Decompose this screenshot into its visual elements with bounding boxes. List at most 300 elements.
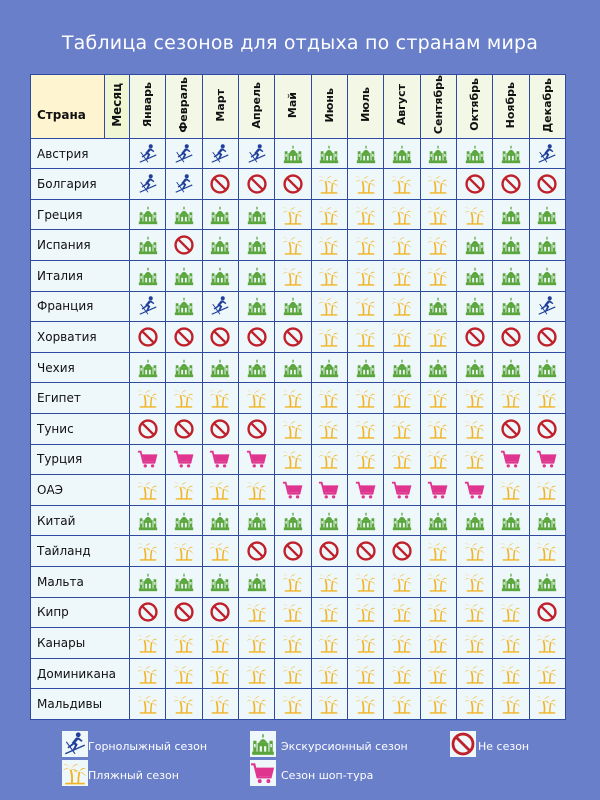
season-cell <box>238 567 274 598</box>
table-row <box>31 291 566 322</box>
season-cell <box>456 352 492 383</box>
palm-tree-icon <box>130 387 165 409</box>
month-header-label: Август <box>395 84 409 126</box>
country-name: Кипр <box>31 597 130 628</box>
skier-icon <box>166 143 201 165</box>
excursion-building-icon <box>130 571 165 593</box>
season-cell <box>275 628 311 659</box>
season-cell <box>493 505 529 536</box>
excursion-building-icon <box>275 295 310 317</box>
palm-tree-icon <box>530 479 565 501</box>
season-cell <box>130 689 166 720</box>
no-season-icon <box>530 601 565 623</box>
season-cell <box>456 138 492 169</box>
season-cell <box>202 414 238 445</box>
palm-tree-icon <box>348 601 383 623</box>
season-cell <box>347 597 383 628</box>
palm-tree-icon <box>457 387 492 409</box>
month-header-label: Октябрь <box>468 78 482 132</box>
season-cell <box>493 658 529 689</box>
skier-icon <box>239 143 274 165</box>
season-cell <box>384 414 420 445</box>
palm-tree-icon <box>421 204 456 226</box>
legend-excursion-icon <box>250 731 276 757</box>
season-cell <box>384 199 420 230</box>
shopping-cart-icon <box>384 479 419 501</box>
excursion-building-icon <box>130 234 165 256</box>
season-cell <box>275 261 311 292</box>
season-cell <box>202 169 238 200</box>
no-season-icon <box>493 418 528 440</box>
palm-tree-icon <box>312 173 347 195</box>
skier-icon <box>203 295 238 317</box>
season-cell <box>202 352 238 383</box>
season-cell <box>202 444 238 475</box>
palm-tree-icon <box>530 540 565 562</box>
season-cell <box>275 597 311 628</box>
season-cell <box>529 169 565 200</box>
season-cell <box>420 628 456 659</box>
palm-tree-icon <box>312 663 347 685</box>
table-row <box>31 199 566 230</box>
season-cell <box>166 138 202 169</box>
season-cell <box>420 230 456 261</box>
season-cell <box>275 689 311 720</box>
month-header <box>529 75 565 139</box>
palm-tree-icon <box>348 234 383 256</box>
excursion-building-icon <box>457 357 492 379</box>
skier-icon <box>530 143 565 165</box>
no-season-icon <box>130 418 165 440</box>
excursion-building-icon <box>203 357 238 379</box>
season-cell <box>493 322 529 353</box>
season-cell <box>493 536 529 567</box>
palm-tree-icon <box>493 632 528 654</box>
season-cell <box>311 199 347 230</box>
season-cell <box>311 322 347 353</box>
season-cell <box>529 383 565 414</box>
season-cell <box>130 230 166 261</box>
season-cell <box>130 291 166 322</box>
excursion-building-icon <box>493 510 528 532</box>
season-cell <box>311 567 347 598</box>
palm-tree-icon <box>384 265 419 287</box>
season-cell <box>311 505 347 536</box>
no-season-icon <box>166 601 201 623</box>
palm-tree-icon <box>457 571 492 593</box>
shopping-cart-icon <box>530 448 565 470</box>
season-cell <box>456 444 492 475</box>
season-cell <box>311 291 347 322</box>
season-cell <box>238 505 274 536</box>
season-cell <box>347 199 383 230</box>
palm-tree-icon <box>203 479 238 501</box>
season-cell <box>130 322 166 353</box>
palm-tree-icon <box>312 601 347 623</box>
legend-shop-label: Сезон шоп-тура <box>281 769 374 782</box>
excursion-building-icon <box>239 357 274 379</box>
country-name: Мальта <box>31 567 130 598</box>
season-cell <box>202 322 238 353</box>
season-cell <box>275 291 311 322</box>
palm-tree-icon <box>348 173 383 195</box>
shopping-cart-icon <box>203 448 238 470</box>
excursion-building-icon <box>239 204 274 226</box>
excursion-building-icon <box>421 295 456 317</box>
palm-tree-icon <box>493 663 528 685</box>
excursion-building-icon <box>239 571 274 593</box>
season-cell <box>166 628 202 659</box>
season-cell <box>456 658 492 689</box>
palm-tree-icon <box>275 234 310 256</box>
season-cell <box>347 230 383 261</box>
season-cell <box>420 658 456 689</box>
palm-tree-icon <box>384 204 419 226</box>
month-header-label: Май <box>286 91 300 118</box>
excursion-building-icon <box>530 510 565 532</box>
excursion-building-icon <box>166 295 201 317</box>
season-cell <box>384 536 420 567</box>
table-row <box>31 383 566 414</box>
season-cell <box>238 536 274 567</box>
country-column-header: Страна <box>31 75 105 139</box>
palm-tree-icon <box>384 387 419 409</box>
season-cell <box>202 261 238 292</box>
no-season-icon <box>166 234 201 256</box>
month-header <box>130 75 166 139</box>
excursion-building-icon <box>530 204 565 226</box>
season-cell <box>311 138 347 169</box>
palm-tree-icon <box>384 632 419 654</box>
excursion-building-icon <box>384 510 419 532</box>
season-cell <box>420 567 456 598</box>
palm-tree-icon <box>421 418 456 440</box>
excursion-building-icon <box>239 295 274 317</box>
no-season-icon <box>312 540 347 562</box>
season-cell <box>130 567 166 598</box>
season-cell <box>347 291 383 322</box>
palm-tree-icon <box>384 663 419 685</box>
excursion-building-icon <box>348 357 383 379</box>
season-cell <box>275 658 311 689</box>
palm-tree-icon <box>275 448 310 470</box>
season-cell <box>166 352 202 383</box>
palm-tree-icon <box>166 387 201 409</box>
excursion-building-icon <box>457 510 492 532</box>
season-cell <box>130 475 166 506</box>
season-cell <box>202 230 238 261</box>
palm-tree-icon <box>421 387 456 409</box>
palm-tree-icon <box>312 265 347 287</box>
season-cell <box>347 628 383 659</box>
skier-icon <box>130 143 165 165</box>
season-cell <box>275 199 311 230</box>
season-cell <box>238 322 274 353</box>
season-cell <box>384 322 420 353</box>
legend-no-season-icon <box>450 731 476 757</box>
season-cell <box>130 505 166 536</box>
season-cell <box>130 352 166 383</box>
palm-tree-icon <box>421 663 456 685</box>
palm-tree-icon <box>166 663 201 685</box>
excursion-building-icon <box>166 510 201 532</box>
shopping-cart-icon <box>421 479 456 501</box>
palm-tree-icon <box>130 693 165 715</box>
season-cell <box>420 261 456 292</box>
shopping-cart-icon <box>130 448 165 470</box>
country-name: Египет <box>31 383 130 414</box>
season-cell <box>238 689 274 720</box>
excursion-building-icon <box>493 204 528 226</box>
table-row <box>31 322 566 353</box>
season-cell <box>493 199 529 230</box>
excursion-building-icon <box>166 571 201 593</box>
excursion-building-icon <box>421 510 456 532</box>
excursion-building-icon <box>457 234 492 256</box>
season-cell <box>493 261 529 292</box>
season-cell <box>347 536 383 567</box>
season-cell <box>456 567 492 598</box>
season-cell <box>456 261 492 292</box>
season-cell <box>384 567 420 598</box>
country-name: Чехия <box>31 352 130 383</box>
season-cell <box>384 658 420 689</box>
season-cell <box>493 444 529 475</box>
palm-tree-icon <box>166 693 201 715</box>
palm-tree-icon <box>421 173 456 195</box>
season-cell <box>238 199 274 230</box>
season-cell <box>493 414 529 445</box>
season-cell <box>275 567 311 598</box>
no-season-icon <box>239 540 274 562</box>
excursion-building-icon <box>275 510 310 532</box>
palm-tree-icon <box>312 295 347 317</box>
palm-tree-icon <box>166 632 201 654</box>
palm-tree-icon <box>312 234 347 256</box>
season-cell <box>238 169 274 200</box>
month-header-label: Апрель <box>250 81 264 129</box>
excursion-building-icon <box>312 143 347 165</box>
excursion-building-icon <box>312 510 347 532</box>
palm-tree-icon <box>348 571 383 593</box>
season-cell <box>202 199 238 230</box>
table-row <box>31 414 566 445</box>
legend-excursion-label: Экскурсионный сезон <box>281 740 408 753</box>
excursion-building-icon <box>348 510 383 532</box>
table-row <box>31 444 566 475</box>
season-cell <box>493 169 529 200</box>
no-season-icon <box>275 540 310 562</box>
season-cell <box>529 689 565 720</box>
palm-tree-icon <box>348 387 383 409</box>
country-name: Италия <box>31 261 130 292</box>
season-cell <box>384 352 420 383</box>
skier-icon <box>203 143 238 165</box>
excursion-building-icon <box>457 143 492 165</box>
shopping-cart-icon <box>275 479 310 501</box>
shopping-cart-icon <box>239 448 274 470</box>
season-cell <box>238 414 274 445</box>
season-cell <box>456 199 492 230</box>
palm-tree-icon <box>275 265 310 287</box>
season-cell <box>311 230 347 261</box>
shopping-cart-icon <box>493 448 528 470</box>
season-cell <box>311 261 347 292</box>
season-cell <box>529 322 565 353</box>
country-name: Доминикана <box>31 658 130 689</box>
country-name: Греция <box>31 199 130 230</box>
season-cell <box>529 475 565 506</box>
season-cell <box>238 138 274 169</box>
season-cell <box>238 291 274 322</box>
season-cell <box>456 230 492 261</box>
palm-tree-icon <box>130 540 165 562</box>
palm-tree-icon <box>239 601 274 623</box>
season-cell <box>130 138 166 169</box>
country-name: ОАЭ <box>31 475 130 506</box>
palm-tree-icon <box>421 234 456 256</box>
season-cell <box>166 597 202 628</box>
palm-tree-icon <box>384 448 419 470</box>
month-header <box>493 75 529 139</box>
season-cell <box>166 291 202 322</box>
season-cell <box>493 597 529 628</box>
season-cell <box>311 352 347 383</box>
season-cell <box>420 536 456 567</box>
season-cell <box>166 383 202 414</box>
season-cell <box>384 291 420 322</box>
season-cell <box>529 536 565 567</box>
palm-tree-icon <box>130 663 165 685</box>
excursion-building-icon <box>493 571 528 593</box>
palm-tree-icon <box>275 387 310 409</box>
season-cell <box>420 383 456 414</box>
season-cell <box>384 475 420 506</box>
season-cell <box>166 475 202 506</box>
palm-tree-icon <box>203 693 238 715</box>
palm-tree-icon <box>275 632 310 654</box>
palm-tree-icon <box>530 693 565 715</box>
country-name: Болгария <box>31 169 130 200</box>
palm-tree-icon <box>239 387 274 409</box>
month-column-header <box>105 75 130 139</box>
palm-tree-icon <box>530 632 565 654</box>
palm-tree-icon <box>421 632 456 654</box>
excursion-building-icon <box>421 357 456 379</box>
palm-tree-icon <box>384 234 419 256</box>
excursion-building-icon <box>203 204 238 226</box>
season-cell <box>493 689 529 720</box>
palm-tree-icon <box>275 663 310 685</box>
no-season-icon <box>275 326 310 348</box>
legend-cart-icon <box>250 760 276 786</box>
palm-tree-icon <box>457 601 492 623</box>
season-cell <box>384 444 420 475</box>
excursion-building-icon <box>312 357 347 379</box>
palm-tree-icon <box>130 632 165 654</box>
season-cell <box>493 475 529 506</box>
palm-tree-icon <box>530 387 565 409</box>
country-name: Австрия <box>31 138 130 169</box>
season-cell <box>275 169 311 200</box>
skier-icon <box>130 173 165 195</box>
excursion-building-icon <box>166 265 201 287</box>
skier-icon <box>130 295 165 317</box>
excursion-building-icon <box>130 510 165 532</box>
season-cell <box>275 322 311 353</box>
season-cell <box>529 567 565 598</box>
season-cell <box>130 597 166 628</box>
season-cell <box>493 383 529 414</box>
palm-tree-icon <box>457 540 492 562</box>
season-cell <box>166 505 202 536</box>
table-row <box>31 475 566 506</box>
shopping-cart-icon <box>457 479 492 501</box>
season-cell <box>529 628 565 659</box>
season-cell <box>166 169 202 200</box>
no-season-icon <box>384 540 419 562</box>
season-cell <box>275 536 311 567</box>
palm-tree-icon <box>493 387 528 409</box>
season-cell <box>347 322 383 353</box>
season-cell <box>311 689 347 720</box>
month-header-label: Декабрь <box>540 77 554 133</box>
season-cell <box>347 352 383 383</box>
month-header <box>202 75 238 139</box>
no-season-icon <box>130 326 165 348</box>
season-cell <box>456 383 492 414</box>
season-cell <box>493 138 529 169</box>
palm-tree-icon <box>421 693 456 715</box>
season-cell <box>311 383 347 414</box>
no-season-icon <box>275 173 310 195</box>
season-cell <box>529 291 565 322</box>
excursion-building-icon <box>493 265 528 287</box>
month-header <box>384 75 420 139</box>
season-cell <box>166 444 202 475</box>
season-cell <box>130 383 166 414</box>
season-cell <box>166 230 202 261</box>
season-cell <box>420 138 456 169</box>
season-cell <box>529 261 565 292</box>
palm-tree-icon <box>493 479 528 501</box>
table-row <box>31 689 566 720</box>
excursion-building-icon <box>530 234 565 256</box>
palm-tree-icon <box>312 448 347 470</box>
excursion-building-icon <box>457 295 492 317</box>
season-cell <box>202 689 238 720</box>
excursion-building-icon <box>493 295 528 317</box>
season-cell <box>202 536 238 567</box>
palm-tree-icon <box>348 448 383 470</box>
season-cell <box>384 138 420 169</box>
palm-tree-icon <box>166 479 201 501</box>
season-cell <box>529 352 565 383</box>
no-season-icon <box>493 326 528 348</box>
country-name: Мальдивы <box>31 689 130 720</box>
no-season-icon <box>348 540 383 562</box>
excursion-building-icon <box>457 265 492 287</box>
season-cell <box>456 628 492 659</box>
skier-icon <box>530 295 565 317</box>
palm-tree-icon <box>421 326 456 348</box>
season-cell <box>202 383 238 414</box>
month-header <box>275 75 311 139</box>
season-cell <box>456 597 492 628</box>
season-cell <box>456 322 492 353</box>
season-cell <box>384 261 420 292</box>
season-cell <box>166 658 202 689</box>
